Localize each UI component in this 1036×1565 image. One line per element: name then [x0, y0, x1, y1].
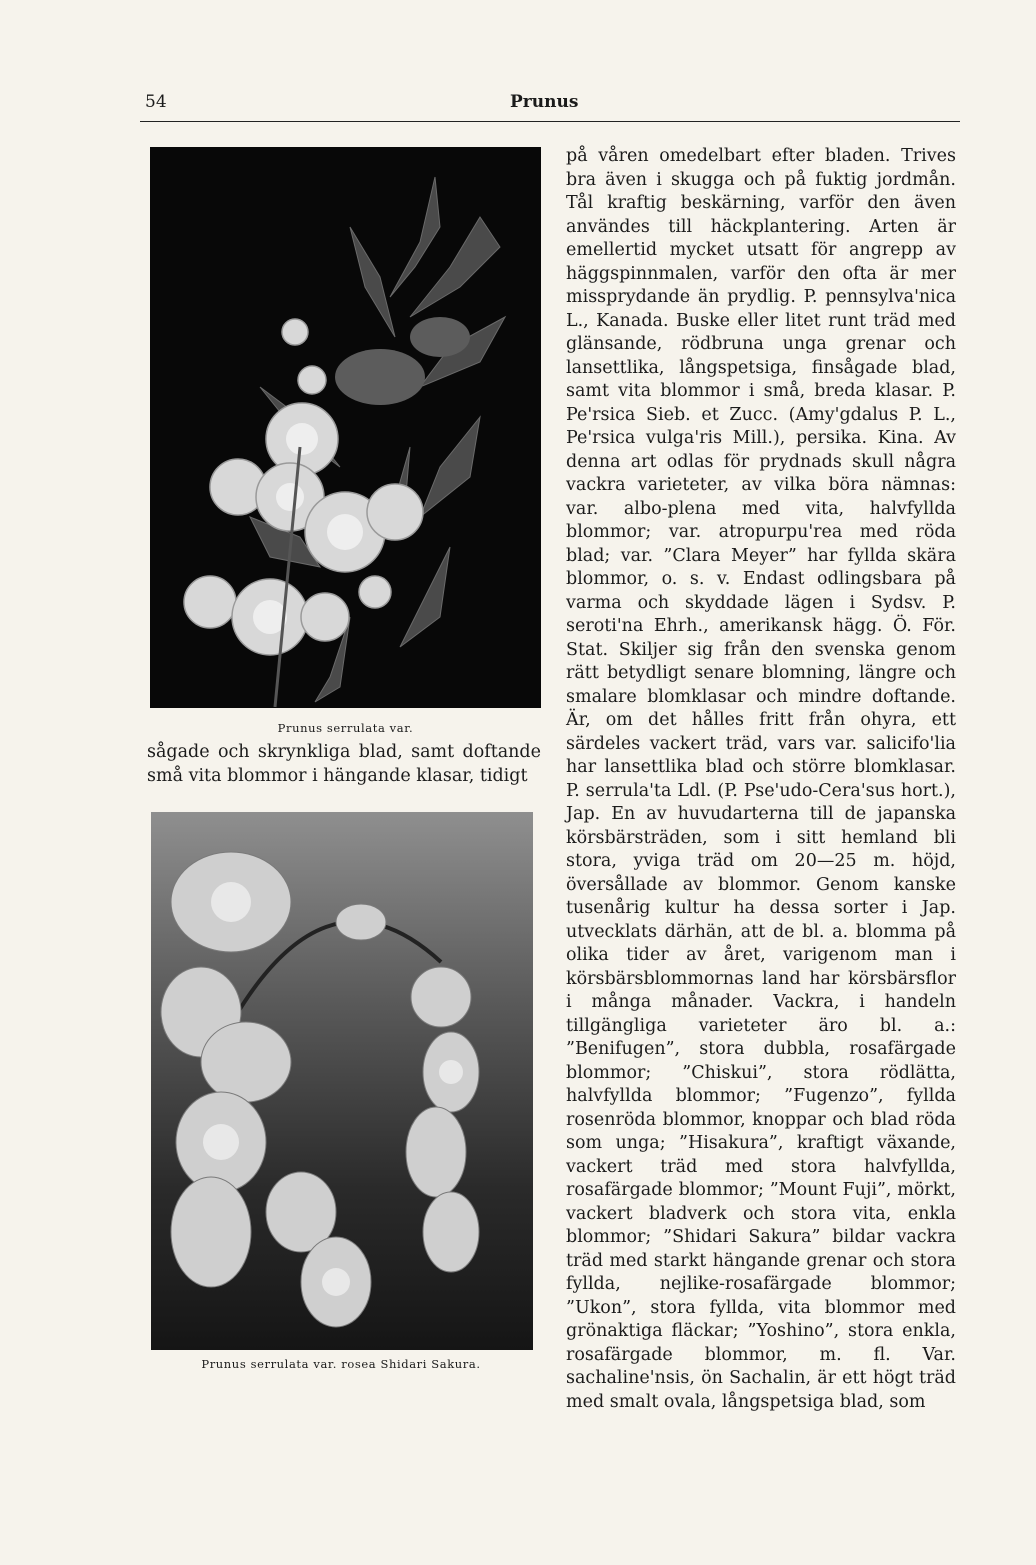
figure-caption-top: Prunus serrulata var.	[277, 721, 414, 735]
page-number: 54	[145, 92, 167, 112]
right-paragraph: på våren omedelbart efter bladen. Trives bra även i skugga och på fuktig jordmån. Tål kraftig beskärning, varför den även användes till häckplantering. Arten är emellertid mycket utsatt för angrepp av häggspinnmalen, varför den ofta är mer missprydande än prydlig. P. pennsylva'nica L., Kanada. Buske eller litet runt träd med glänsande, rödbruna unga grenar och lansettlika, långspetsiga, finsågade blad, samt vita blommor i små, breda klasar. P. Pe'rsica Sieb. et Zucc. (Amy'gdalus P. L., Pe'rsica vulga'ris Mill.), persika. Kina. Av denna art odlas för prydnads skull några vackra varieteter, av vilka böra nämnas: var. albo-plena med vita, halvfyllda blommor; var. atropurpu'rea med röda blad; var. ”Clara Meyer” har fyllda skära blommor, o. s. v. Endast odlingsbara på varma och skyddade lägen i Sydsv. P. seroti'na Ehrh., amerikansk hägg. Ö. För. Stat. Skiljer sig från den svenska genom rätt betydligt senare blomning, längre och smalare blomklasar och mindre doftande. Är, om det hålles fritt från ohyra, ett särdeles vackert träd, vars var. salicifo'lia har lansettlika blad och större blomklasar. P. serrula'ta Ldl. (P. Pse'udo-Cera'sus hort.), Jap. En av huvudarterna till de japanska körsbärsträden, som i sitt hemland bli stora, yviga träd om 20—25 m. höjd, översållade av blommor. Genom kanske tusenårig kultur ha dessa sorter i Jap. utvecklats därhän, att de bl. a. blomma på olika tider av året, varigenom man i körsbärsblommornas land har körsbärsflor i många månader. Vackra, i handeln tillgängliga varieteter äro bl. a.: ”Benifugen”, stora dubbla, rosafärgade blommor; ”Chiskui”, stora rödlätta, halvfyllda blommor; ”Fugenzo”, fyllda rosenröda blommor, knoppar och blad röda som unga; ”Hisakura”, kraftigt växande, vackert träd med stora halvfyllda, rosafärgade blommor; ”Mount Fuji”, mörkt, vackert bladverk och stora vita, enkla blommor; ”Shidari Sakura” bildar vackra träd med starkt hängande grenar och stora fyllda, nejlike-rosafärgade blommor; ”Ukon”, stora fyllda, vita blommor med grönaktiga fläckar; ”Yoshino”, stora enkla, rosafärgade blommor, m. fl. Var. sachaline'nsis, ön Sachalin, är ett högt träd med smalt ovala, långspetsiga blad, som	[566, 146, 956, 1412]
photo-prunus-serrulata	[150, 147, 541, 708]
figure-caption-bottom: Prunus serrulata var. rosea Shidari Sakura.	[201, 1357, 481, 1371]
right-column-text	[566, 145, 956, 1414]
photo-shidari-sakura	[151, 812, 533, 1350]
running-title: Prunus	[510, 92, 579, 112]
left-paragraph: sågade och skrynkliga blad, samt doftande små vita blommor i hängande klasar, tidigt	[147, 742, 541, 786]
header-rule	[140, 121, 960, 122]
left-column-text	[147, 741, 541, 788]
